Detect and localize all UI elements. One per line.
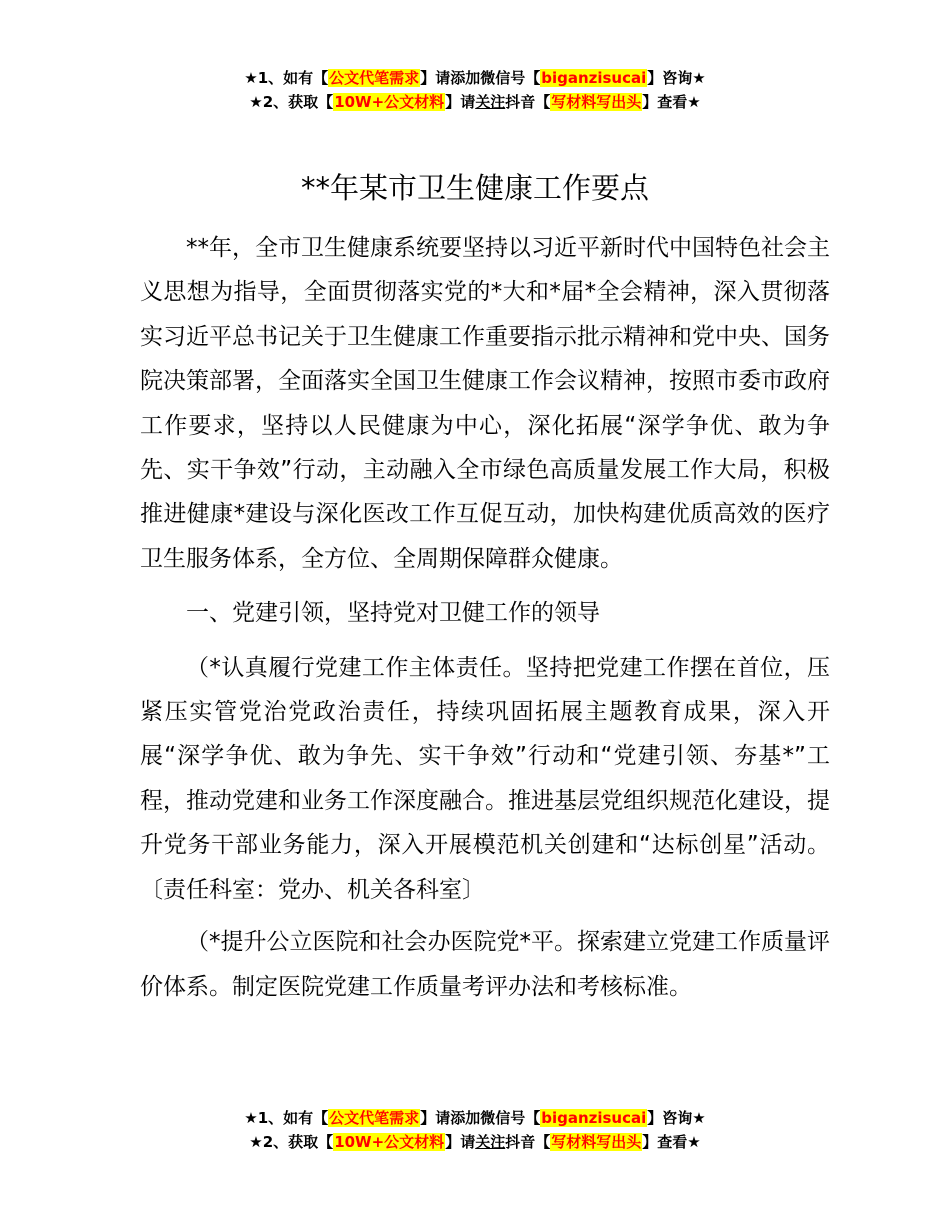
banner-text: ★1、如有【 <box>244 1109 329 1127</box>
document-title: **年某市卫生健康工作要点 <box>300 171 649 205</box>
banner-highlight-wechat-id: biganzisucai <box>541 69 647 87</box>
banner-highlight-wechat-id: biganzisucai <box>541 1109 647 1127</box>
banner-highlight: 10W+公文材料 <box>334 93 445 111</box>
banner-text: ★1、如有【 <box>244 69 329 87</box>
banner-text: 】咨询★ <box>647 69 706 87</box>
header-banner <box>0 66 950 114</box>
banner-text: ★2、获取【 <box>249 93 334 111</box>
banner-text: 】查看★ <box>642 1133 701 1151</box>
banner-text: 】请 <box>445 93 476 111</box>
banner-line-1 <box>0 66 950 90</box>
banner-text: 】查看★ <box>642 93 701 111</box>
paragraph-item-1: （*认真履行党建工作主体责任。坚持把党建工作摆在首位，压紧压实管党治党政治责任，持续巩固拓展主题教育成果，深入开展“深学争优、敢为争先、实干争效”行动和“党建引领、夯基*”工程，推动党建和业务工作深度融合。推进基层党组织规范化建设，提升党务干部业务能力，深入开展模范机关创建和“达标创星”活动。〔责任科室：党办、机关各科室〕 <box>140 654 830 903</box>
banner-highlight: 10W+公文材料 <box>334 1133 445 1151</box>
banner-text: 】咨询★ <box>647 1109 706 1127</box>
banner-text: 抖音【 <box>505 1133 551 1151</box>
banner-text: 】请添加微信号【 <box>420 1109 541 1127</box>
paragraph-intro: **年，全市卫生健康系统要坚持以习近平新时代中国特色社会主义思想为指导，全面贯彻落实党的*大和*届*全会精神，深入贯彻落实习近平总书记关于卫生健康工作重要指示批示精神和党中央、国务院决策部署，全面落实全国卫生健康工作会议精神，按照市委市政府工作要求，坚持以人民健康为中心，深化拓展“深学争优、敢为争先、实干争效”行动，主动融入全市绿色高质量发展工作大局，积极推进健康*建设与深化医改工作互促互动，加快构建优质高效的医疗卫生服务体系，全方位、全周期保障群众健康。 <box>140 235 830 572</box>
banner-text: ★2、获取【 <box>249 1133 334 1151</box>
banner-text: 】请 <box>445 1133 476 1151</box>
section-heading: 一、党建引领，坚持党对卫健工作的领导 <box>186 600 600 627</box>
banner-text: 抖音【 <box>505 93 551 111</box>
footer-banner <box>0 1106 950 1154</box>
banner-line-2 <box>0 90 950 114</box>
paragraph-item-2: （*提升公立医院和社会办医院党*平。探索建立党建工作质量评价体系。制定医院党建工作质量考评办法和考核标准。 <box>140 929 830 1000</box>
banner-highlight: 公文代笔需求 <box>329 69 420 87</box>
document-body <box>140 226 830 1009</box>
banner-highlight-douyin: 写材料写出头 <box>551 1133 642 1151</box>
banner-underlined: 关注 <box>475 93 506 111</box>
banner-underlined: 关注 <box>475 1133 506 1151</box>
banner-line-2 <box>0 1130 950 1154</box>
banner-highlight: 公文代笔需求 <box>329 1109 420 1127</box>
banner-line-1 <box>0 1106 950 1130</box>
banner-text: 】请添加微信号【 <box>420 69 541 87</box>
banner-highlight-douyin: 写材料写出头 <box>551 93 642 111</box>
